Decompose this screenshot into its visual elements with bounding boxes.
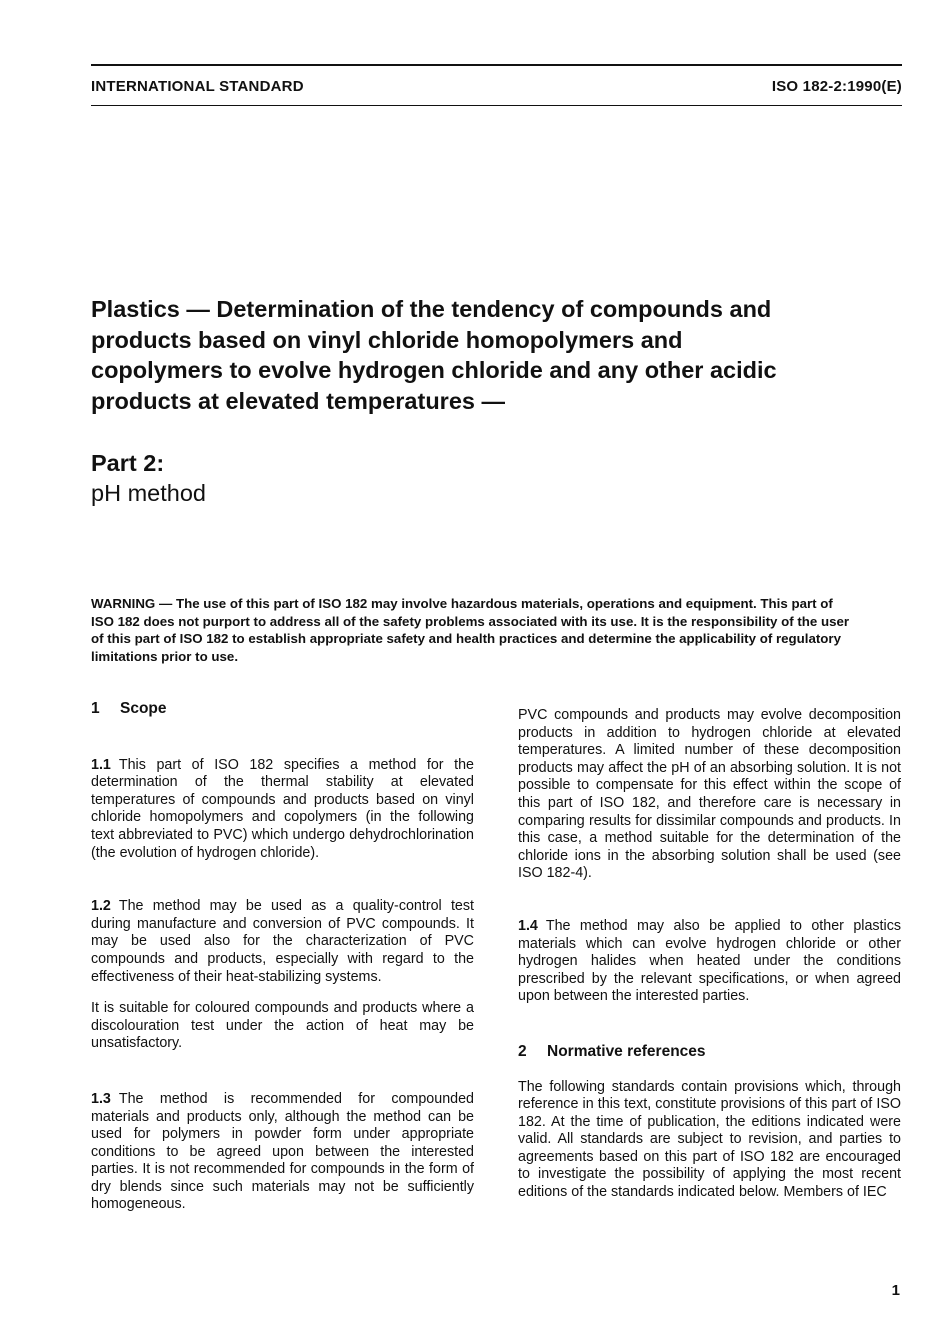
header-rule-bottom [91,105,902,106]
header-document-type: INTERNATIONAL STANDARD [91,78,304,95]
clause-1-2: 1.2 The method may be used as a quality-control test during manufacture and conversion of PVC compounds. It may be used also for the characterization of PVC compounds and products, especially with regard to the effectiveness of their heat-stabilizing systems. [91,898,474,985]
warning-notice: WARNING — The use of this part of ISO 182 may involve hazardous materials, operations and equipment. This part of ISO 182 does not purport to address all of the safety problems associated with its use. It is the responsibility of the user of this part of ISO 182 to establish appropriate safety and health practices and determine the applicability of regulatory limitations prior to use. [91,596,850,664]
header-rule-top [91,64,902,66]
title-line: products based on vinyl chloride homopolymers and [91,326,683,353]
clause-1-3-continued: PVC compounds and products may evolve decomposition products in addition to hydrogen chloride at elevated temperatures. A limited number of these decomposition products may affect the pH of an absorbing solution. It is not possible to compensate for this effect within the scope of this part of ISO 182, and therefore care is necessary in comparing results for dissimilar compounds and products. In this case, a method suitable for the determination of the chloride ions in the absorbing solution shall be used (see ISO 182-4). [518,707,901,882]
clause-1-3: 1.3 The method is recommended for compounded materials and products only, although the method can be used for polymers in powder form under appropriate conditions to be agreed upon between the interested parties. It is not recommended for compounds in the form of dry blends since such materials may not be sufficiently homogeneous. [91,1090,474,1213]
document-title [91,294,881,416]
section-heading-scope: 1 Scope [91,700,167,717]
clause-2-text: The following standards contain provisions which, through reference in this text, constitute provisions of this part of ISO 182. At the time of publication, the editions indicated were valid. All standards are subject to revision, and parties to agreements based on this part of ISO 182 are encouraged to investigate the possibility of applying the most recent editions of the standards indicated below. Members of IEC [518,1078,901,1201]
section-heading-normative-references: 2 Normative references [518,1042,706,1060]
title-line: Plastics — Determination of the tendency of compounds and [91,296,772,322]
clause-1-2-continued: It is suitable for coloured compounds and products where a discolouration test under the action of heat may be unsatisfactory. [91,1000,474,1052]
part-name: pH method [91,480,206,506]
part-label: Part 2: [91,450,165,476]
title-line: copolymers to evolve hydrogen chloride and any other acidic [91,357,777,383]
clause-1-4: 1.4 The method may also be applied to other plastics materials which can evolve hydrogen chloride or other hydrogen halides when heated under the conditions prescribed by the relevant specifications, or when agreed upon between the interested parties. [518,917,901,1005]
header-standard-number: ISO 182-2:1990(E) [771,78,902,95]
title-line: products at elevated temperatures — [91,387,505,414]
clause-1-1: 1.1 This part of ISO 182 specifies a method for the determination of the thermal stability at elevated temperatures of compounds and products based on vinyl chloride homopolymers and copolymers (in the following text abbreviated to PVC) which undergo dehydrochlorination (the evolution of hydrogen chloride). [91,756,474,861]
page-number: 1 [891,1282,900,1299]
right-column [518,700,901,1202]
left-column [91,700,474,1214]
